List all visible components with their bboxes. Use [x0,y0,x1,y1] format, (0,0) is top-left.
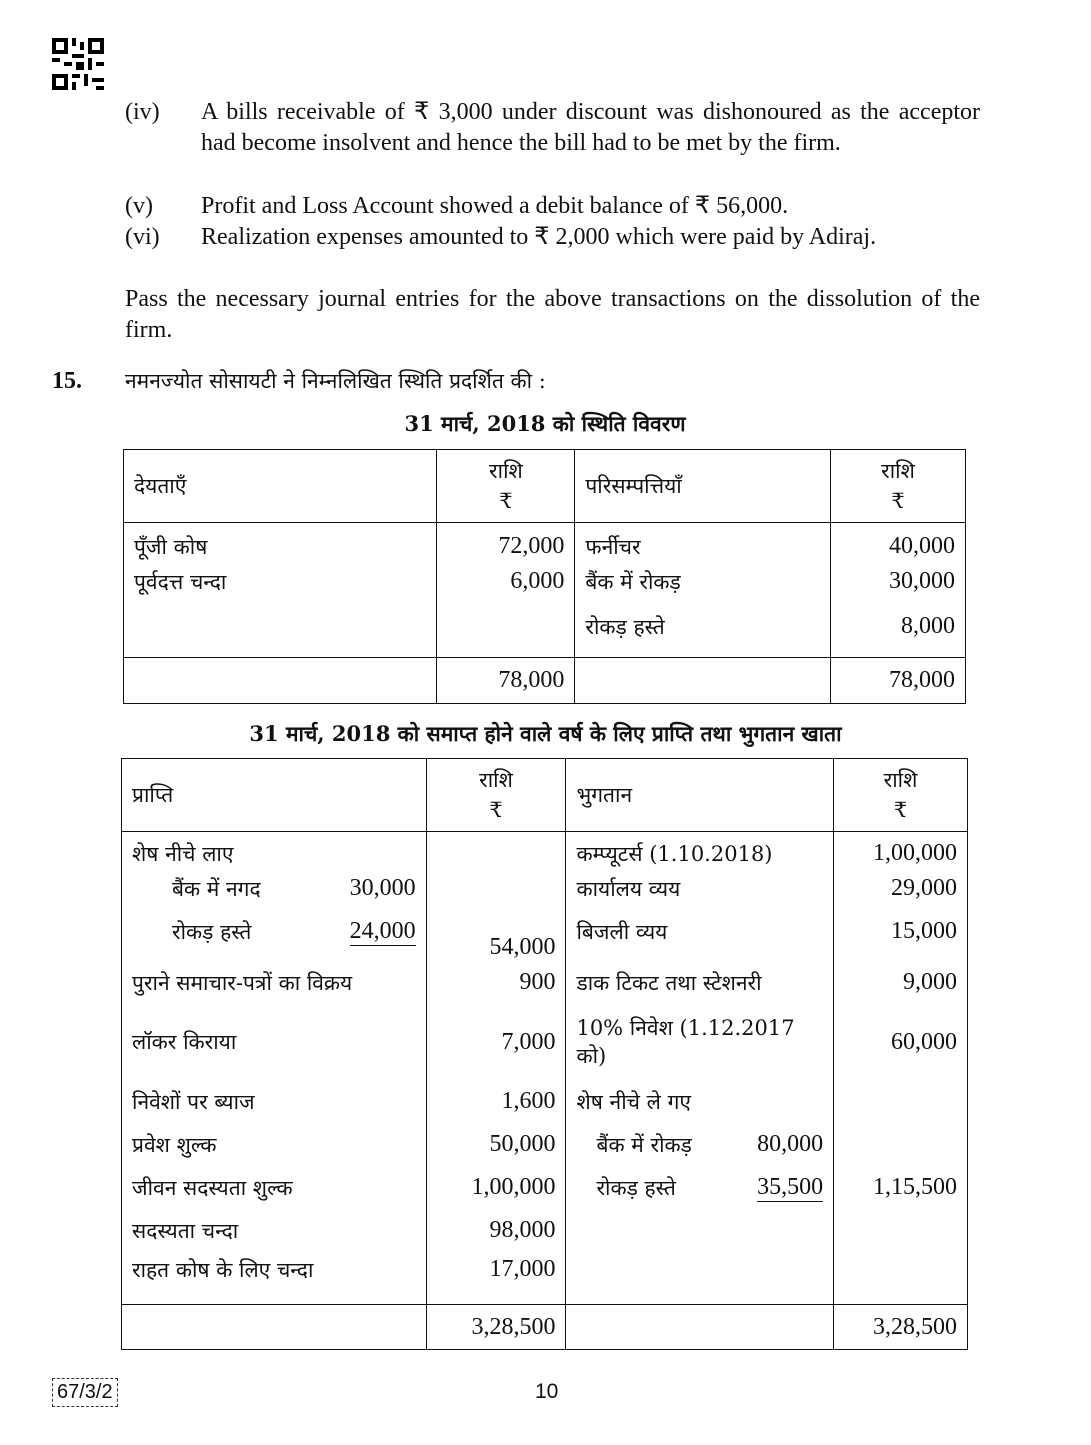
column-header: परिसम्पत्तियाँ [575,450,831,523]
receipt-amount: 98,000 [426,1209,566,1252]
table-total-row [124,658,966,704]
receipt-label: पुराने समाचार-पत्रों का विक्रय [122,961,427,1004]
table-row [122,961,968,1004]
table-row [124,613,966,658]
column-header: राशि ₹ [831,450,966,523]
table-row [124,523,966,569]
column-header: राशि ₹ [834,759,968,832]
table-row [122,918,968,961]
payment-label: बिजली व्यय [566,918,834,961]
column-header: राशि ₹ [426,759,566,832]
payment-amount: 1,15,500 [834,1166,968,1209]
liability-label: पूर्वदत्त चन्दा [124,568,437,613]
receipt-amount: 1,00,000 [426,1166,566,1209]
table-row [124,568,966,613]
table-row [122,875,968,918]
payment-amount: 60,000 [834,1004,968,1080]
sub-label: रोकड़ हस्ते [596,1175,676,1200]
payment-label: कम्प्यूटर्स (1.10.2018) [566,832,834,876]
balance-sheet-table [123,449,966,704]
table-row [122,1123,968,1166]
item-number: (iv) [125,99,160,125]
receipts-payments-table [121,758,968,1350]
column-header: भुगतान [566,759,834,832]
payment-label: डाक टिकट तथा स्टेशनरी [566,961,834,1004]
table-row [122,1080,968,1123]
total-amount: 78,000 [437,658,575,704]
sub-label: बैंक में रोकड़ [596,1132,692,1157]
receipt-amount: 7,000 [426,1004,566,1080]
table-row [122,1209,968,1252]
liability-label: पूँजी कोष [124,523,437,569]
receipt-amount: 50,000 [426,1123,566,1166]
payment-amount: 29,000 [834,875,968,918]
sub-amount: 80,000 [757,1130,824,1157]
receipt-label: निवेशों पर ब्याज [122,1080,427,1123]
total-amount: 3,28,500 [834,1305,968,1350]
liability-amount: 72,000 [437,523,575,569]
question-text: नमनज्योत सोसायटी ने निम्नलिखित स्थिति प्रदर्शित की : [125,369,546,393]
table-row [122,1252,968,1305]
liability-label [124,613,437,658]
liability-amount [437,613,575,658]
list-item [125,97,980,190]
receipt-label: शेष नीचे लाए [122,832,427,876]
receipt-amount: 900 [426,961,566,1004]
asset-label: बैंक में रोकड़ [575,568,831,613]
item-text: Realization expenses amounted to ₹ 2,000 which were paid by Adiraj. [201,224,877,250]
asset-amount: 8,000 [831,613,966,658]
sub-amount: 24,000 [349,918,416,944]
payment-amount: 9,000 [834,961,968,1004]
table-caption: 31 मार्च, 2018 को समाप्त होने वाले वर्ष के लिए प्राप्ति तथा भुगतान खाता [249,721,842,746]
receipt-label: जीवन सदस्यता शुल्क [122,1166,427,1209]
receipt-label: लॉकर किराया [122,1004,427,1080]
receipt-label: राहत कोष के लिए चन्दा [122,1252,427,1305]
instruction-text: Pass the necessary journal entries for the above transactions on the dissolution of the firm. [125,286,980,343]
receipt-amount: 54,000 [426,918,566,961]
asset-label: रोकड़ हस्ते [575,613,831,658]
sub-label: बैंक में नगद [172,877,261,901]
table-row [122,832,968,876]
question-number: 15. [52,368,82,394]
item-text: A bills receivable of ₹ 3,000 under discount was dishonoured as the acceptor had become insolvent and hence the bill had to be met by the firm. [201,99,980,156]
table-header-row [124,450,966,523]
page-number: 10 [535,1380,559,1403]
list-item [125,191,980,222]
asset-amount: 30,000 [831,568,966,613]
column-header: प्राप्ति [122,759,427,832]
total-amount: 3,28,500 [426,1305,566,1350]
liability-amount: 6,000 [437,568,575,613]
column-header: देयताएँ [124,450,437,523]
payment-amount: 1,00,000 [834,832,968,876]
receipt-amount: 1,600 [426,1080,566,1123]
table-total-row [122,1305,968,1350]
column-header: राशि ₹ [437,450,575,523]
receipt-label: सदस्यता चन्दा [122,1209,427,1252]
item-number: (v) [125,193,153,219]
sub-amount: 35,500 [757,1173,824,1200]
table-caption: 31 मार्च, 2018 को स्थिति विवरण [404,411,686,436]
sub-amount: 30,000 [349,875,416,901]
sub-label: रोकड़ हस्ते [172,920,252,944]
asset-label: फर्नीचर [575,523,831,569]
qr-code-icon [52,38,104,90]
payment-amount: 15,000 [834,918,968,961]
receipt-amount: 17,000 [426,1252,566,1305]
paper-code: 67/3/2 [52,1378,118,1407]
table-row [122,1004,968,1080]
total-amount: 78,000 [831,658,966,704]
payment-label: 10% निवेश (1.12.2017 को) [566,1004,834,1080]
asset-amount: 40,000 [831,523,966,569]
item-text: Profit and Loss Account showed a debit balance of ₹ 56,000. [201,193,789,219]
list-item [125,222,980,284]
table-header-row [122,759,968,832]
table-row [122,1166,968,1209]
payment-label: कार्यालय व्यय [566,875,834,918]
receipt-label: प्रवेश शुल्क [122,1123,427,1166]
payment-label: शेष नीचे ले गए [566,1080,834,1123]
item-number: (vi) [125,224,160,250]
